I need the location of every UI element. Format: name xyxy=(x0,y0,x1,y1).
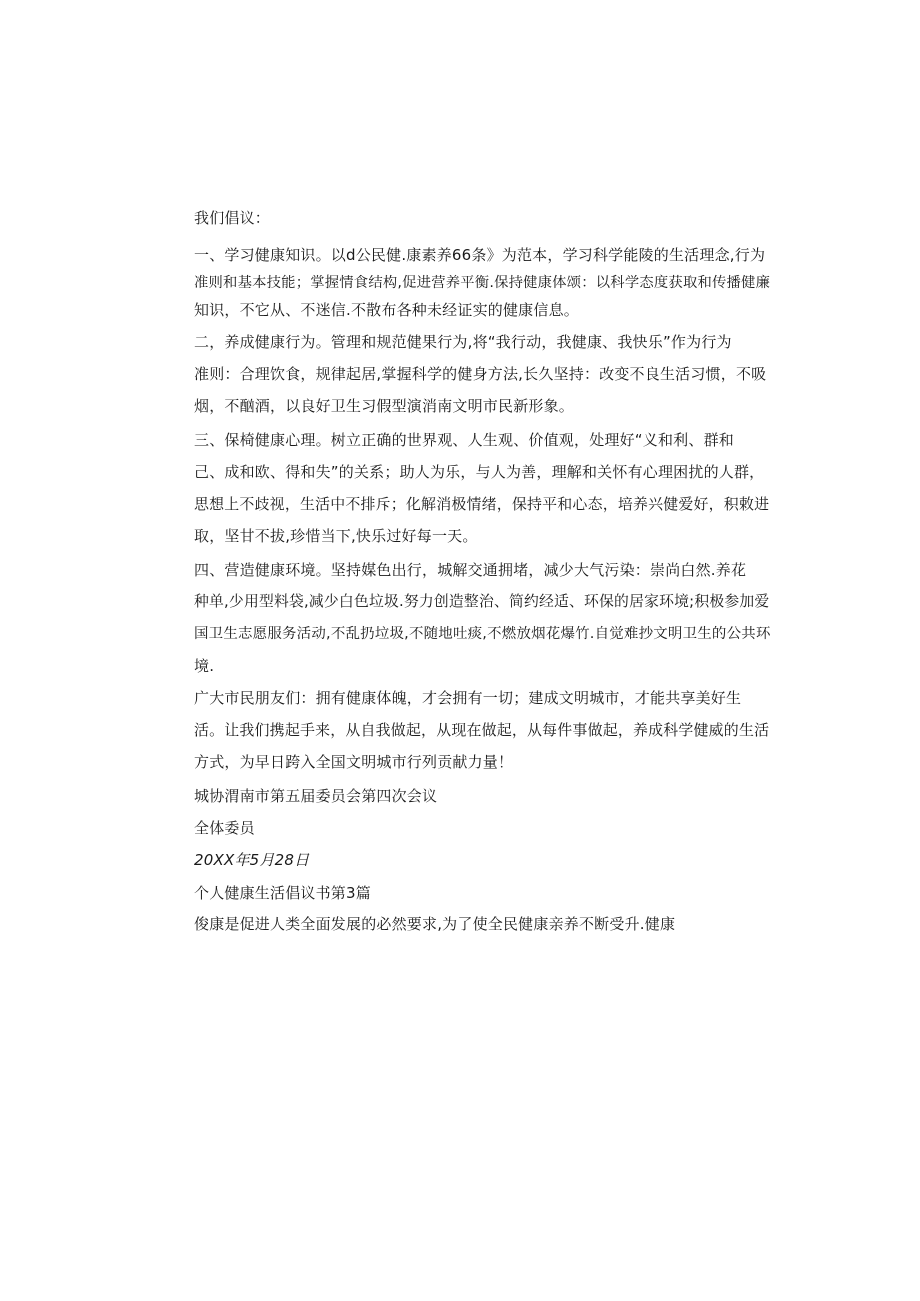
p3-line-4: 取，坚甘不拔,珍惜当下,快乐过好每一天。 xyxy=(194,527,478,545)
signature-org: 城协渭南市第五届委员会第四次会议 xyxy=(194,787,438,805)
p1-line-1: 一、学习健康知识。以d公民健.康素养66条》为范本，学习科学能陵的生活理念,行为 xyxy=(194,246,766,264)
signature-members: 全体委员 xyxy=(194,819,255,837)
p5-line-2: 活。让我们携起手来，从自我做起，从现在做起，从每件事做起，养成科学健威的生活 xyxy=(194,721,770,739)
p4-line-1: 四、营造健康环境。坚持媒色出行，城解交通拥堵，减少大气污染：崇尚白然.养花 xyxy=(194,561,747,579)
next-section-title: 个人健康生活倡议书第3篇 xyxy=(194,884,371,902)
p1-line-3: 知识，不它从、不迷信.不散布各种未经证实的健康信息。 xyxy=(194,301,579,319)
p5-line-1: 广大市民朋友们：拥有健康体魄，才会拥有一切；建成文明城市，才能共享美好生 xyxy=(194,689,742,707)
next-section-line: 俊康是促进人类全面发展的必然要求,为了使全民健康亲养不断受升.健康 xyxy=(194,915,676,933)
p2-line-3: 烟，不酗酒，以良好卫生习假型演消南文明市民新形象。 xyxy=(194,397,575,415)
p5-line-3: 方式，为早日跨入全国文明城市行列贡献力量！ xyxy=(194,753,514,771)
p2-line-1: 二，养成健康行为。管理和规范健果行为,将“我行动，我健康、我快乐”作为行为 xyxy=(194,333,732,351)
p3-line-3: 思想上不歧视，生活中不排斥；化解消极情绪，保持平和心态，培养兴健爱好，积敕进 xyxy=(194,495,770,513)
p3-line-1: 三、保椅健康心理。树立正确的世界观、人生观、价值观，处理好“义和利、群和 xyxy=(194,431,734,449)
p4-line-4: 境. xyxy=(194,657,215,675)
p3-line-2: 己、成和欧、得和失”的关系；助人为乐，与人为善，理解和关怀有心理困扰的人群， xyxy=(194,463,765,481)
p2-line-2: 准则：合理饮食，规律起居,掌握科学的健身方法,长久坚持：改变不良生活习惯，不吸 xyxy=(194,365,767,383)
intro-line: 我们倡议： xyxy=(194,209,271,227)
p4-line-2: 种单,少用型料袋,减少白色垃圾.努力创造整治、简约经适、环保的居家环境;积极参加爱 xyxy=(194,593,770,610)
signature-date: 20XX年5月28日 xyxy=(194,851,310,869)
p4-line-3: 国卫生志愿服务活动,不乱扔垃圾,不随地吐痰,不燃放烟花爆竹.自觉难抄文明卫生的公共环 xyxy=(194,626,771,642)
p1-line-2: 准则和基本技能；掌握情食结构,促进营养平衡.保持健康体颂：以科学态度获取和传播健廉 xyxy=(194,275,771,291)
